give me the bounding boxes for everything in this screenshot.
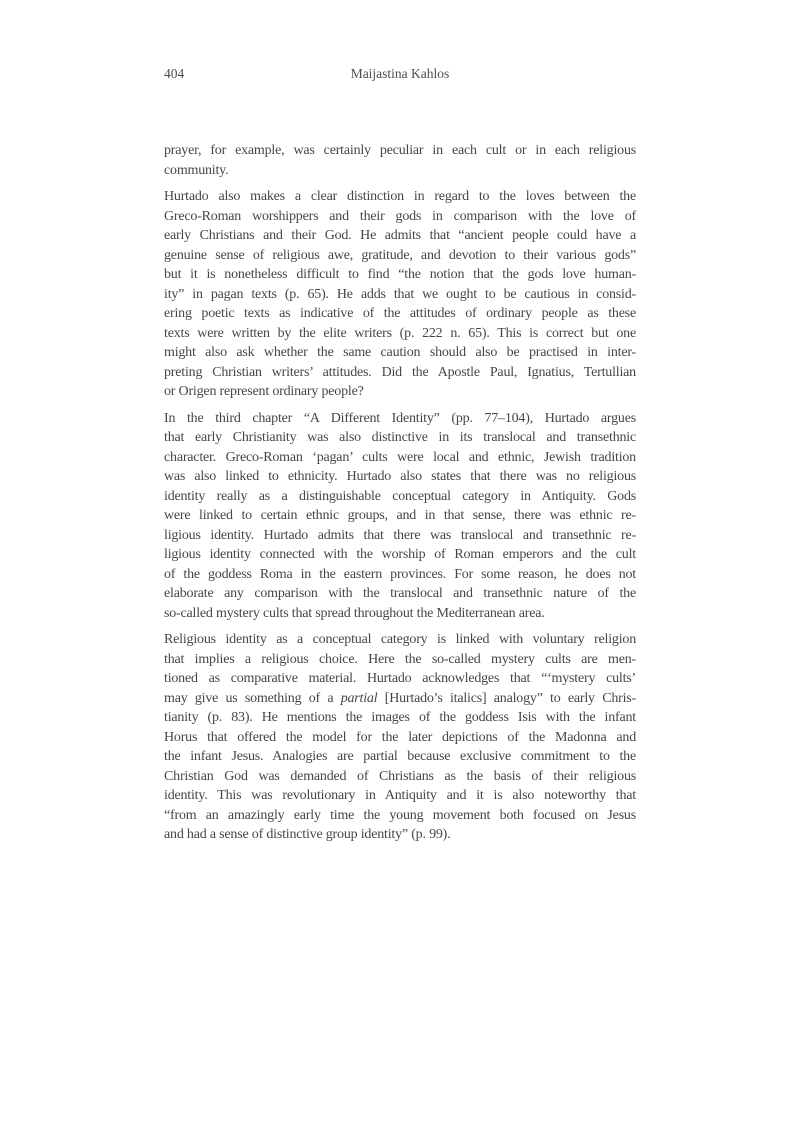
text-line: or Origen represent ordinary people? — [164, 384, 364, 399]
text-line: tianity (p. 83). He mentions the images of the goddess Isis with the infant — [164, 710, 636, 725]
paragraph — [164, 409, 636, 624]
text-line: preting Christian writers’ attitudes. Did the Apostle Paul, Ignatius, Tertullian — [164, 364, 636, 380]
page-body-text — [164, 141, 636, 852]
text-segment: [Hurtado’s italics] analogy” to early Chris- — [377, 690, 636, 706]
text-line: Greco-Roman worshippers and their gods in comparison with the love of — [164, 208, 636, 224]
paragraph — [164, 187, 636, 402]
text-line: Horus that offered the model for the later depictions of the Madonna and — [164, 729, 636, 745]
text-line: ligious identity. Hurtado admits that there was translocal and transethnic re- — [164, 527, 636, 543]
text-line: In the third chapter “A Different Identity” (pp. 77–104), Hurtado argues — [164, 410, 636, 426]
text-line: of the goddess Roma in the eastern provinces. For some reason, he does not — [164, 566, 636, 582]
text-line: genuine sense of religious awe, gratitude, and devotion to their various gods” — [164, 247, 636, 263]
text-line: Religious identity as a conceptual category is linked with voluntary religion — [164, 632, 636, 647]
italic-text: partial — [340, 690, 378, 706]
text-line: but it is nonetheless difficult to find “the notion that the gods love human- — [164, 267, 636, 282]
paragraph — [164, 630, 636, 845]
text-line: Hurtado also makes a clear distinction in regard to the loves between the — [164, 189, 636, 204]
text-line: the infant Jesus. Analogies are partial because exclusive commitment to the — [164, 749, 636, 764]
text-line: tioned as comparative material. Hurtado acknowledges that “‘mystery cults’ — [164, 671, 636, 686]
text-line: might also ask whether the same caution should also be practised in inter- — [164, 345, 636, 360]
text-line: so-called mystery cults that spread throughout the Mediterranean area. — [164, 605, 545, 621]
text-line: early Christians and their God. He admits that “ancient people could have a — [164, 228, 636, 243]
text-line: were linked to certain ethnic groups, and in that sense, there was ethnic re- — [164, 508, 636, 523]
text-line: identity. This was revolutionary in Antiquity and it is also noteworthy that — [164, 788, 636, 803]
page-number: 404 — [164, 66, 185, 81]
text-line: Christian God was demanded of Christians as the basis of their religious — [164, 768, 636, 784]
text-line: that implies a religious choice. Here the so-called mystery cults are men- — [164, 651, 636, 667]
text-line: was also linked to ethnicity. Hurtado also states that there was no religious — [164, 469, 636, 484]
text-line: ering poetic texts as indicative of the attitudes of ordinary people as these — [164, 306, 636, 321]
text-line: ity” in pagan texts (p. 65). He adds that we ought to be cautious in consid- — [164, 286, 636, 302]
text-line: that early Christianity was also distinctive in its translocal and transethnic — [164, 430, 636, 445]
text-line: texts were written by the elite writers (p. 222 n. 65). This is correct but one — [164, 325, 636, 341]
running-header — [164, 64, 636, 84]
text-line: “from an amazingly early time the young movement both focused on Jesus — [164, 807, 636, 823]
paragraph — [164, 141, 636, 180]
text-line: prayer, for example, was certainly peculiar in each cult or in each religious — [164, 143, 636, 158]
text-line: elaborate any comparison with the translocal and transethnic nature of the — [164, 586, 636, 601]
text-line: ligious identity connected with the worship of Roman emperors and the cult — [164, 547, 636, 562]
text-line: identity really as a distinguishable conceptual category in Antiquity. Gods — [164, 488, 636, 504]
text-line — [164, 689, 636, 709]
running-title: Maijastina Kahlos — [350, 66, 450, 81]
text-segment: may give us something of a — [164, 690, 341, 706]
text-line: and had a sense of distinctive group identity” (p. 99). — [164, 827, 451, 842]
text-line: character. Greco-Roman ‘pagan’ cults were local and ethnic, Jewish tradition — [164, 449, 636, 465]
text-line: community. — [164, 162, 229, 178]
